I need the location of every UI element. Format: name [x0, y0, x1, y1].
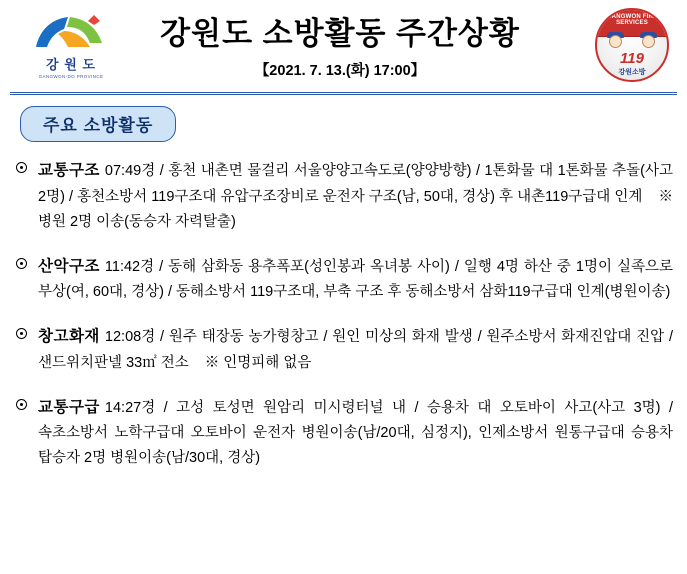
- emblem-mascot-right-icon: [642, 35, 655, 48]
- list-item: [0, 254, 687, 306]
- gangwon-province-logo: [22, 13, 120, 79]
- list-item-text: 12:08경 / 원주 태장동 농가형창고 / 원인 미상의 화재 발생 / 원주소방서 화재진압대 진압 / 샌드위치판넬 33㎡ 전소: [38, 329, 673, 371]
- document-header: [0, 0, 687, 90]
- emblem-number-label: 119: [620, 50, 644, 67]
- list-item-body: [38, 324, 673, 376]
- list-item-category: 창고화재: [38, 328, 100, 346]
- list-item-text: 14:27경 / 고성 토성면 원암리 미시령터널 내 / 승용차 대 오토바이 사고(사고 3명) / 속초소방서 노학구급대 오토바이 운전자 병원이송(남/20대, 심정지), 인제소방서 원통구급대 승용차 탑승자 2명 병원이송(남/30대, 경상): [38, 399, 673, 467]
- list-item-text: 07:49경 / 홍천 내촌면 물걸리 서울양양고속도로(양양방향) / 1톤화물 대 1톤화물 추돌(사고 2명) / 홍천소방서 119구조대 유압구조장비로 운전자 구조(남, 50대, 경상) 후 내촌119구급대 인계: [38, 163, 673, 205]
- logo-sublabel: GANGWON-DO PROVINCE: [38, 74, 104, 79]
- report-datetime: 【2021. 7. 13.(화) 17:00】: [254, 63, 426, 79]
- bullet-icon: [16, 258, 27, 269]
- logo-shape-icon: [34, 13, 108, 53]
- list-item-body: [38, 158, 673, 235]
- emblem-org-label: 강원소방: [618, 69, 646, 76]
- header-divider: [10, 92, 677, 95]
- list-item: [0, 324, 687, 376]
- list-item: [0, 158, 687, 235]
- bullet-icon: [16, 162, 27, 173]
- list-item-category: 교통구급: [38, 398, 100, 416]
- bullet-icon: [16, 399, 27, 410]
- logo-label: 강 원 도: [46, 57, 96, 72]
- section-heading: 주요 소방활동: [20, 106, 176, 142]
- list-item: [0, 395, 687, 472]
- list-item-category: 교통구조: [38, 162, 100, 179]
- emblem-mascot-left-icon: [609, 35, 622, 48]
- emblem-banner-label: GANGWON FIRE SERVICES: [606, 14, 658, 26]
- activity-list: [0, 158, 687, 490]
- title-block: [120, 8, 560, 80]
- list-item-category: 산악구조: [38, 257, 100, 275]
- logo-mark-icon: [34, 13, 108, 53]
- list-item-text: 11:42경 / 동해 삼화동 용추폭포(성인봉과 옥녀봉 사이) / 일행 4명 하산 중 1명이 실족으로 부상(여, 60대, 경상) / 동해소방서 119구조대, 부축 구조 후 동해소방서 삼화119구급대 인계(병원이송): [38, 258, 673, 301]
- page-title: 강원도 소방활동 주간상황: [160, 16, 520, 51]
- list-item-note: ※ 병원 2명 이송(동승자 자력탈출): [38, 188, 674, 230]
- list-item-note: ※ 인명피해 없음: [204, 354, 312, 371]
- list-item-body: [38, 254, 673, 306]
- bullet-icon: [16, 328, 27, 339]
- list-item-body: [38, 395, 673, 472]
- fire-service-emblem-icon: [595, 8, 669, 82]
